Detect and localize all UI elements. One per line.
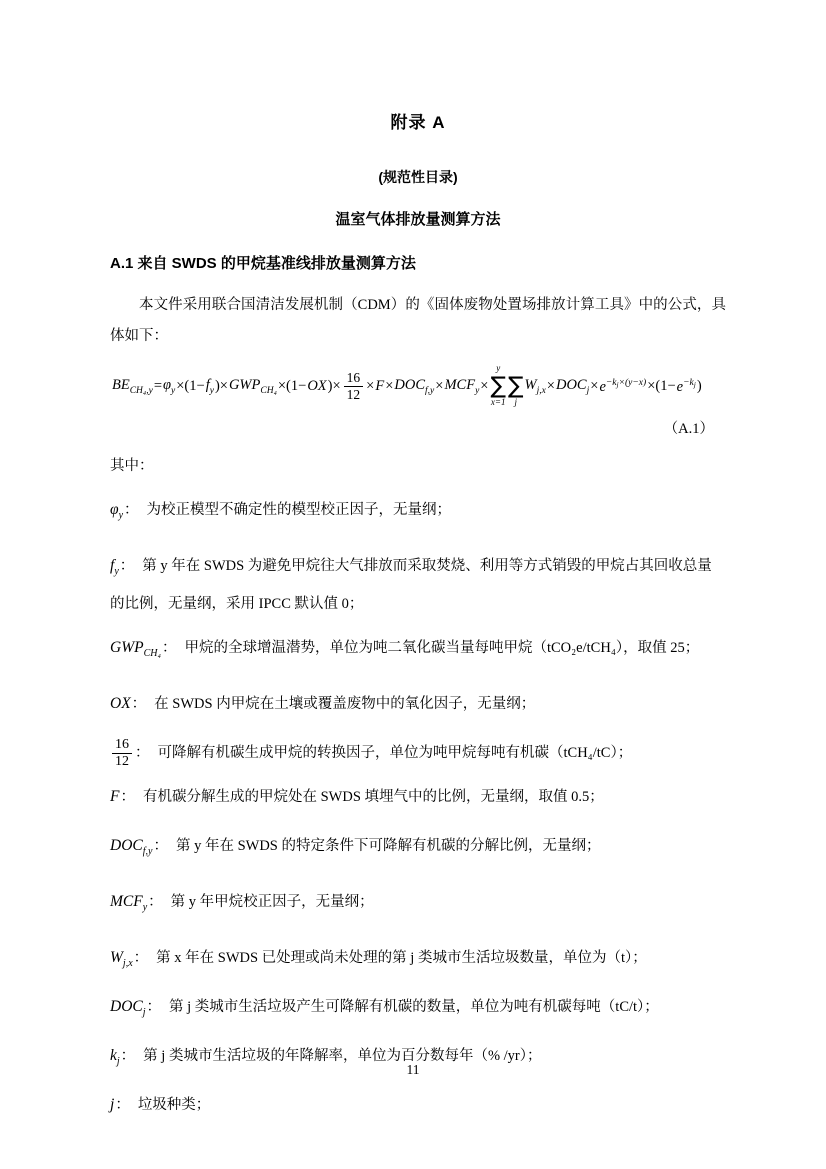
colon: ： [115,1097,130,1114]
variable-symbol: $DOC_{f,y}$ [110,837,153,858]
formula-var-f-cap: F [375,378,385,394]
variable-symbol: $W_{j,x}$ [110,949,133,970]
def-doc-j [110,990,726,1029]
formula-operator: ×(1− [176,378,205,394]
variable-symbol: $MCF_y$ [110,893,148,914]
definition-text: 第 j 类城市生活垃圾的年降解率，单位为百分数每年（% /yr）； [143,1048,542,1065]
sum-over-j: ∑ j [507,373,524,407]
formula-operator: × [546,378,555,394]
formula-operator: × [480,378,489,394]
variable-symbol: $GWP_{CH_4}$ [110,639,161,659]
variable-symbol [110,736,134,769]
def-j [110,1088,726,1127]
formula-operator: × [366,378,375,394]
appendix-title: 附录 A [390,113,446,132]
intro-paragraph: 本文件采用联合国清洁发展机制（CDM）的《固体废物处置场排放计算工具》中的公式，具体如下： [110,297,726,344]
formula-var-e-decay: $e^{-k_j\times(y-x)}$ [599,377,647,395]
formula-operator: ×(1− [277,378,307,394]
equation-label: （A.1） [663,421,714,437]
def-mcf-y [110,885,726,924]
variable-symbol: F [110,788,120,806]
formula-var-doc-j: $DOC_j$ [555,377,590,396]
definition-text: 可降解有机碳生成甲烷的转换因子，单位为吨甲烷每吨有机碳（tCH₄/tC）； [157,745,633,761]
def-ox [110,687,726,726]
colon: ： [120,789,135,806]
variable-symbol: OX [110,695,131,712]
definition-text: 第 y 年在 SWDS 的特定条件下可降解有机碳的分解比例，无量纲； [175,838,601,855]
definition-text: 为校正模型不确定性的模型校正因子，无量纲； [146,502,452,518]
definition-text: 甲烷的全球增温潜势，单位为吨二氧化碳当量每吨甲烷（tCO₂e/tCH₄），取值 25； [184,640,700,656]
colon: ： [146,999,162,1016]
colon: ： [120,1048,136,1065]
definition-text: 第 y 年甲烷校正因子，无量纲； [170,894,374,911]
formula-a1 [112,364,726,409]
variable-symbol: $\varphi_y$ [110,501,124,521]
colon: ： [133,950,149,967]
def-doc-fy [110,829,726,868]
formula-operator: ) [696,378,702,394]
colon: ： [161,640,177,656]
colon: ： [124,502,139,518]
formula-var-f: $f_y$ [205,377,214,396]
normative-note: (规范性目录) [378,169,458,185]
definition-text: 第 j 类城市生活垃圾产生可降解有机碳的数量，单位为吨有机碳每吨（tC/t）； [169,999,659,1016]
definition-text: 垃圾种类； [137,1097,211,1114]
formula-var-e-k: $e^{-k_j}$ [676,377,696,395]
document-title: 温室气体排放量测算方法 [335,211,501,228]
colon: ： [119,558,135,574]
formula-operator: × [385,378,394,394]
definition-text: 在 SWDS 内甲烷在土壤或覆盖废物中的氧化因子，无量纲； [154,696,536,712]
formula-operator: )× [214,378,228,394]
definition-text: 第 y 年在 SWDS 为避免甲烷往大气排放而采取焚烧、利用等方式销毁的甲烷占其回收总量的比例，无量纲，采用 IPCC 默认值 0； [110,558,712,612]
fraction-16-12: $\frac{16}{12}$ [112,737,132,770]
page-number: 11 [406,1062,420,1077]
def-f-cap [110,780,726,819]
formula-var-gwp: $GWP_{CH_4}$ [228,377,277,396]
variable-symbol: $f_y$ [110,557,119,577]
fraction-16-12: $\frac{16}{12}$ [344,370,364,402]
formula-operator: )× [327,378,341,394]
colon: ： [135,745,150,761]
colon: ： [153,838,168,855]
variable-symbol: $DOC_j$ [110,998,146,1019]
variable-symbol: j [110,1096,115,1114]
formula-var-mcf: $MCF_y$ [444,377,480,396]
formula-var-phi: $\varphi_y$ [163,377,176,396]
formula-operator: × [590,378,599,394]
formula-operator: × [435,378,444,394]
where-label: 其中： [110,458,154,474]
colon: ： [131,696,147,712]
variable-symbol: $k_j$ [110,1047,120,1068]
colon: ： [148,894,163,911]
formula-var-ox: OX [307,378,327,394]
def-f-y [110,549,726,621]
formula-var-w: $W_{j,x}$ [524,377,546,396]
sum-over-x: y ∑ x=1 [490,363,506,407]
definition-text: 第 x 年在 SWDS 已处理或尚未处理的第 j 类城市生活垃圾数量，单位为（t）； [156,950,647,967]
def-ratio-16-12 [110,736,726,770]
formula-operator: = [153,378,162,394]
def-w-jx [110,941,726,980]
formula-operator: ×(1− [647,378,676,394]
def-gwp-ch4 [110,631,726,670]
section-heading: A.1 来自 SWDS 的甲烷基准线排放量测算方法 [110,255,416,272]
def-phi-y [110,493,726,532]
formula-var-be: $BE_{CH_4,y}$ [112,377,153,396]
definition-text: 有机碳分解生成的甲烷处在 SWDS 填埋气中的比例，无量纲，取值 0.5； [142,789,604,806]
formula-var-doc-fy: $DOC_{f,y}$ [394,377,435,396]
